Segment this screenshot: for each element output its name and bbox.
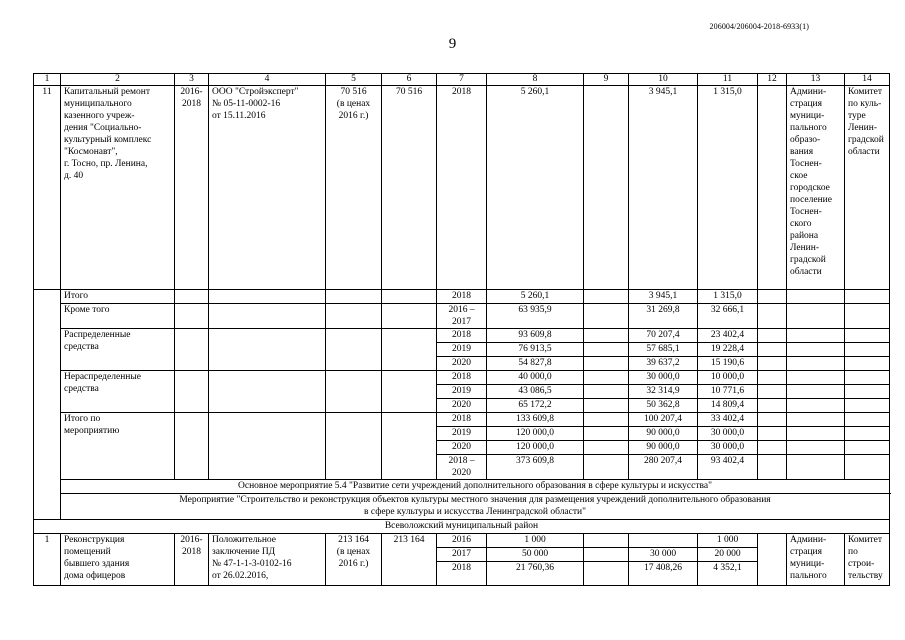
cost: 213 164 (в ценах 2016 г.) [326, 534, 382, 586]
header-cell: 11 [698, 74, 758, 86]
table-row [34, 329, 890, 343]
document-id: 206004/206004-2018-6933(1) [709, 22, 809, 31]
section-row [34, 494, 890, 520]
col10: 57 685,1 [629, 343, 698, 357]
year: 2018 [437, 290, 487, 304]
total: 1 000 [487, 534, 584, 548]
header-cell: 13 [787, 74, 845, 86]
header-cell: 14 [845, 74, 890, 86]
table-row [34, 304, 890, 329]
col12 [758, 86, 787, 290]
col10: 30 000 [629, 548, 698, 562]
total: 373 609,8 [487, 455, 584, 480]
row-label: Итого по мероприятию [61, 413, 175, 480]
object-name: Капитальный ремонт муниципального казенного учреж- дения "Социально- культурный комплекс "Космонавт", г. Тосно, пр. Ленина, д. 40 [61, 86, 175, 290]
col10: 30 000,0 [629, 371, 698, 385]
col11: 20 000 [698, 548, 758, 562]
col10: 90 000,0 [629, 427, 698, 441]
total: 21 760,36 [487, 562, 584, 586]
header-cell: 2 [61, 74, 175, 86]
header-cell: 5 [326, 74, 382, 86]
col10: 70 207,4 [629, 329, 698, 343]
year: 2018 [437, 371, 487, 385]
col10: 39 637,2 [629, 357, 698, 371]
section-event-heading: Мероприятие "Строительство и реконструкция объектов культуры местного значения для размещения учреждений дополнительного образования в сфере культуры и искусства Ленинградской области" [61, 494, 890, 520]
year: 2020 [437, 399, 487, 413]
customer: Админи- страция муници- пального [787, 534, 845, 586]
col11: 30 000,0 [698, 441, 758, 455]
table-row [34, 534, 890, 548]
col11: 1 000 [698, 534, 758, 548]
col11: 30 000,0 [698, 427, 758, 441]
col11: 4 352,1 [698, 562, 758, 586]
table-row [34, 290, 890, 304]
table-row [34, 413, 890, 427]
cost: 70 516 (в ценах 2016 г.) [326, 86, 382, 290]
col10: 32 314,9 [629, 385, 698, 399]
col10: 280 207,4 [629, 455, 698, 480]
header-cell: 9 [584, 74, 629, 86]
total: 120 000,0 [487, 441, 584, 455]
col11: 23 402,4 [698, 329, 758, 343]
col11: 10 000,0 [698, 371, 758, 385]
total: 76 913,5 [487, 343, 584, 357]
col11: 1 315,0 [698, 290, 758, 304]
total: 120 000,0 [487, 427, 584, 441]
executor: Комитет по куль- туре Ленин- градской области [845, 86, 890, 290]
col11: 15 190,6 [698, 357, 758, 371]
table-row [34, 371, 890, 385]
total: 40 000,0 [487, 371, 584, 385]
total: 93 609,8 [487, 329, 584, 343]
total: 5 260,1 [487, 86, 584, 290]
year: 2018 – 2020 [437, 455, 487, 480]
col9 [584, 86, 629, 290]
year: 2020 [437, 441, 487, 455]
year: 2018 [437, 329, 487, 343]
row-number: 1 [34, 534, 61, 586]
budget-table [33, 73, 890, 586]
remaining-cost: 213 164 [382, 534, 437, 586]
page-number: 9 [448, 36, 457, 52]
header-cell: 12 [758, 74, 787, 86]
header-row [34, 74, 890, 86]
year: 2018 [437, 86, 487, 290]
document-ref: Положительное заключение ПД № 47-1-1-3-0102-16 от 26.02.2016, [209, 534, 326, 586]
col10: 100 207,4 [629, 413, 698, 427]
row-label: Итого [61, 290, 175, 304]
row-label: Кроме того [61, 304, 175, 329]
total: 54 827,8 [487, 357, 584, 371]
total: 50 000 [487, 548, 584, 562]
row-label: Нераспределенные средства [61, 371, 175, 413]
header-cell: 1 [34, 74, 61, 86]
header-cell: 4 [209, 74, 326, 86]
row-label: Распределенные средства [61, 329, 175, 371]
col10: 3 945,1 [629, 290, 698, 304]
row-number: 11 [34, 86, 61, 290]
total: 65 172,2 [487, 399, 584, 413]
customer: Админи- страция муници- пального образо- вания Тоснен- ское городское поселение Тоснен- ского района Ленин- градской области [787, 86, 845, 290]
header-cell: 6 [382, 74, 437, 86]
section-row [34, 480, 890, 494]
period: 2016- 2018 [175, 86, 209, 290]
col11: 10 771,6 [698, 385, 758, 399]
col10 [629, 534, 698, 548]
col10: 3 945,1 [629, 86, 698, 290]
period: 2016- 2018 [175, 534, 209, 586]
remaining-cost: 70 516 [382, 86, 437, 290]
col11: 93 402,4 [698, 455, 758, 480]
col11: 33 402,4 [698, 413, 758, 427]
total: 43 086,5 [487, 385, 584, 399]
section-district-heading: Всеволожский муниципальный район [34, 520, 890, 534]
col11: 1 315,0 [698, 86, 758, 290]
year: 2018 [437, 562, 487, 586]
year: 2019 [437, 385, 487, 399]
section-main-heading: Основное мероприятие 5.4 "Развитие сети учреждений дополнительного образования в сфере культуры и искусства" [61, 480, 890, 494]
col11: 32 666,1 [698, 304, 758, 329]
document-ref: ООО "Стройэксперт" № 05-11-0002-16 от 15.11.2016 [209, 86, 326, 290]
year: 2020 [437, 357, 487, 371]
col10: 50 362,8 [629, 399, 698, 413]
col11: 14 809,4 [698, 399, 758, 413]
year: 2016 – 2017 [437, 304, 487, 329]
object-name: Реконструкция помещений бывшего здания дома офицеров [61, 534, 175, 586]
section-row [34, 520, 890, 534]
header-cell: 3 [175, 74, 209, 86]
executor: Комитет по строи- тельству [845, 534, 890, 586]
col10: 31 269,8 [629, 304, 698, 329]
table-row [34, 86, 890, 290]
year: 2016 [437, 534, 487, 548]
total: 5 260,1 [487, 290, 584, 304]
header-cell: 8 [487, 74, 584, 86]
col10: 17 408,26 [629, 562, 698, 586]
header-cell: 7 [437, 74, 487, 86]
total: 63 935,9 [487, 304, 584, 329]
year: 2019 [437, 427, 487, 441]
year: 2019 [437, 343, 487, 357]
total: 133 609,8 [487, 413, 584, 427]
col10: 90 000,0 [629, 441, 698, 455]
header-cell: 10 [629, 74, 698, 86]
year: 2018 [437, 413, 487, 427]
year: 2017 [437, 548, 487, 562]
col11: 19 228,4 [698, 343, 758, 357]
